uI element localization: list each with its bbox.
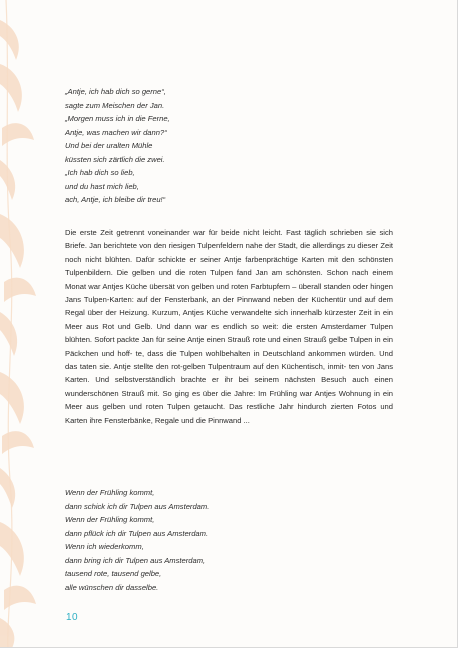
poem-line: alle wünschen dir dasselbe. — [65, 582, 159, 592]
poem-line: tausend rote, tausend gelbe, — [65, 569, 162, 578]
poem-line: dann schick ich dir Tulpen aus Amsterdam. — [65, 501, 210, 511]
poem-line: Wenn der Frühling kommt, — [65, 515, 155, 524]
floral-ornament — [0, 0, 40, 648]
poem-line: „Antje, ich hab dich so gerne“, — [65, 87, 166, 96]
poem-line: dann pflück ich dir Tulpen aus Amsterdam. — [65, 528, 209, 538]
poem-line: sagte zum Meischen der Jan. — [65, 100, 165, 110]
poem-line: ach, Antje, ich bleibe dir treu!“ — [65, 195, 166, 204]
poem-bottom — [65, 486, 405, 594]
poem-top — [65, 85, 405, 207]
poem-line: Wenn der Frühling kommt, — [65, 488, 155, 497]
poem-line: „Morgen muss ich in die Ferne, — [65, 114, 170, 123]
poem-line: küssten sich zärtlich die zwei. — [65, 154, 165, 164]
poem-line: dann bring ich dir Tulpen aus Amsterdam, — [65, 555, 206, 565]
page-number: 10 — [66, 612, 79, 623]
poem-line: Und bei der uralten Mühle — [65, 141, 153, 150]
prose-paragraph: Die erste Zeit getrennt voneinander war für beide nicht leicht. Fast täglich schrieben sie sich Briefe. Jan berichtete von den riesigen Tulpenfeldern nahe der Stadt, die allerdings zu dieser Zeit noch nicht blühten. Dafür schickte er seiner Antje farbenprächtige Karten mit den schönsten Tulpenbildern. Die gelben und die roten Tulpen fand Jan am schönsten. Schon nach einem Monat war Antjes Küche übersät von gelben und roten Farbtupfern – überall standen oder hingen Jans Tulpen-Karten: auf der Fensterbank, an der Pinnwand neben der Küchentür und auf dem Regal über der Heizung. Kurzum, Antjes Küche verwandelte sich innerhalb kürzester Zeit in ein Meer aus Rot und Gelb. Und dann war es endlich so weit: die ersten Amsterdamer Tulpen blühten. Sofort packte Jan für seine Antje einen Strauß rote und einen Strauß gelbe Tulpen in ein Päckchen und hoff- te, dass die Tulpen wohlbehalten in Deutschland ankommen würden. Und das taten sie. Antje stellte den rot-gelben Tulpentraum auf den Küchentisch, inmit- ten von Jans Karten. Und selbstverständlich brachte er ihr bei seinem nächsten Besuch auch einen wunderschönen Strauß mit. So ging es über die Jahre: Im Frühling war Antjes Wohnung in ein Meer aus gelben und roten Tulpen getaucht. Das restliche Jahr hindurch zierten Fotos und Karten ihre Fensterbänke, Regale und die Pinnwand ... — [65, 228, 393, 425]
poem-line: und du hast mich lieb, — [65, 181, 139, 191]
poem-line: „Ich hab dich so lieb, — [65, 168, 135, 177]
poem-line: Wenn ich wiederkomm, — [65, 542, 144, 551]
poem-line: Antje, was machen wir dann?“ — [65, 127, 167, 137]
